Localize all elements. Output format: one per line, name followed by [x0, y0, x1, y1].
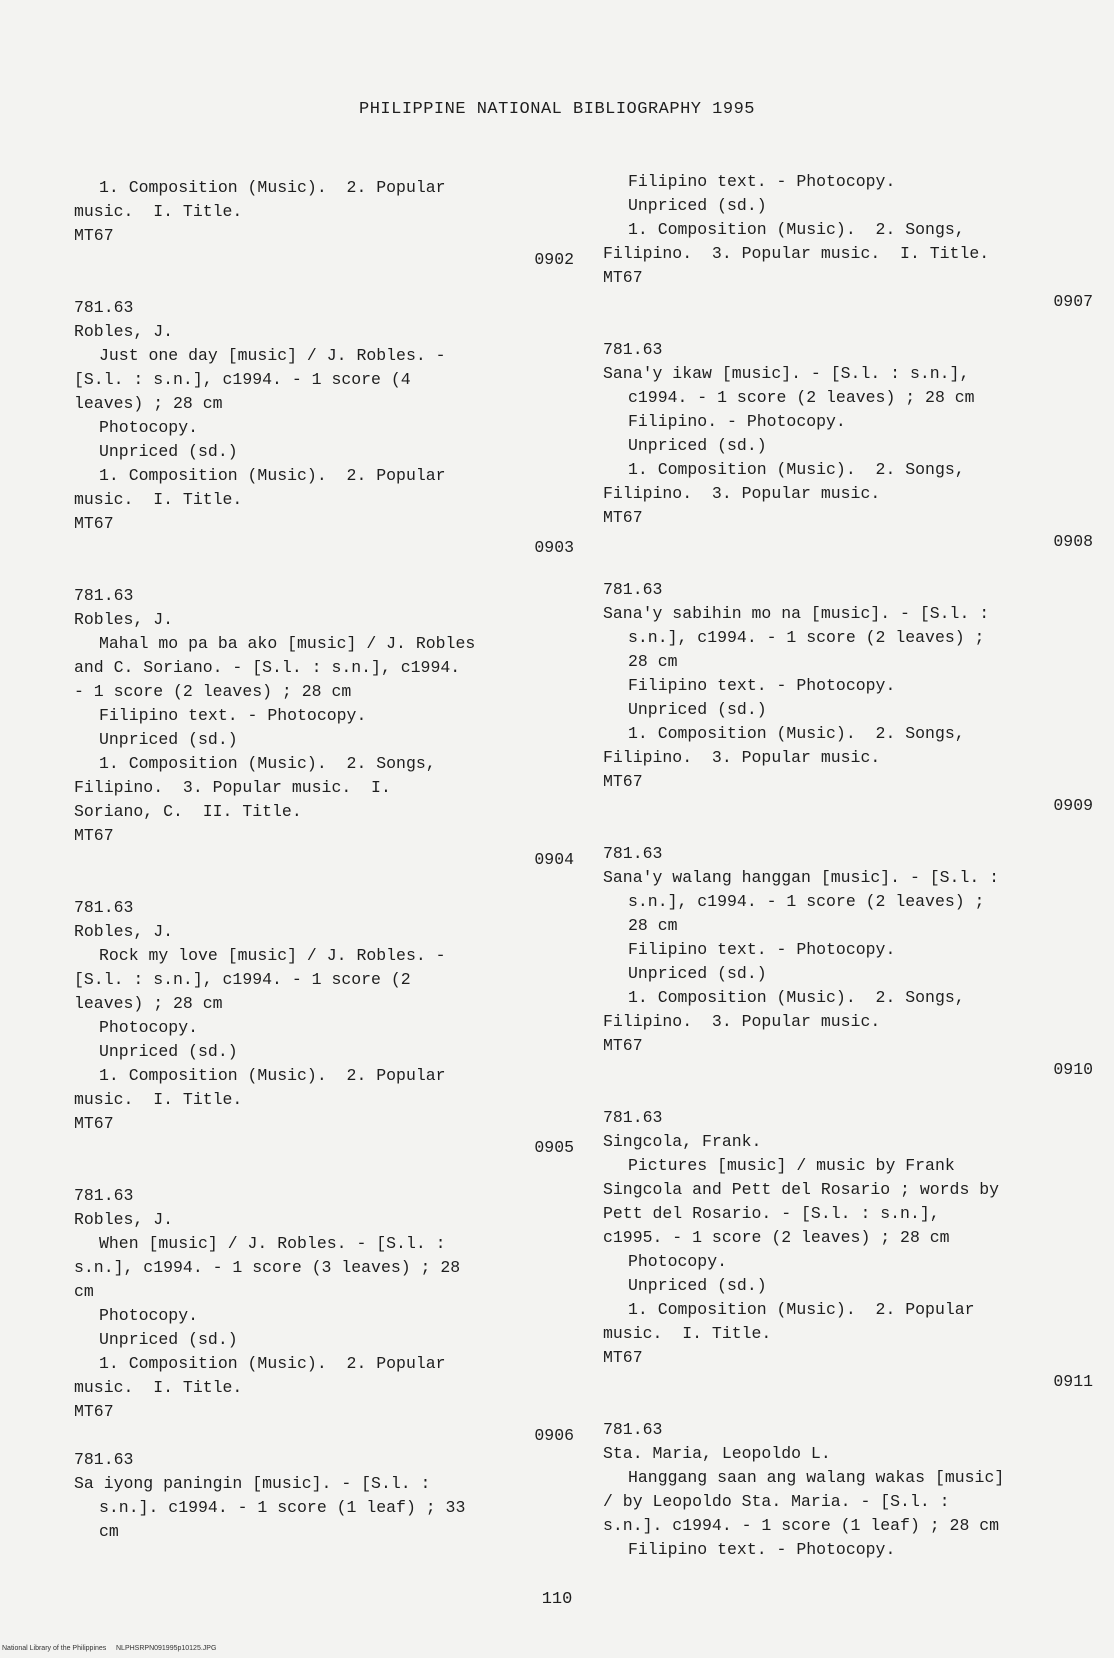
entry-line: Photocopy.: [99, 418, 199, 437]
entry-line: MT67: [603, 1348, 643, 1367]
entry-line: Unpriced (sd.): [628, 1276, 767, 1295]
entry-line: cm: [99, 1522, 119, 1541]
entry-line: Filipino text. - Photocopy.: [628, 940, 896, 959]
entry-line: 1. Composition (Music). 2. Popular: [99, 178, 446, 197]
entry-gap: [603, 1394, 1093, 1418]
entry-line: music. I. Title.: [74, 202, 243, 221]
entry-line: Filipino. 3. Popular music.: [603, 1012, 881, 1031]
entry-line: Sana'y sabihin mo na [music]. - [S.l. :: [603, 604, 990, 623]
entry-line: s.n.]. c1994. - 1 score (1 leaf) ; 33: [99, 1498, 466, 1517]
entry-line: c1995. - 1 score (2 leaves) ; 28 cm: [603, 1228, 950, 1247]
page-header-title: PHILIPPINE NATIONAL BIBLIOGRAPHY 1995: [359, 100, 755, 119]
entry-line: s.n.], c1994. - 1 score (2 leaves) ;: [628, 892, 985, 911]
entry-line: 1. Composition (Music). 2. Songs,: [628, 724, 965, 743]
left-column: [74, 176, 574, 1544]
entry-line: 781.63: [603, 844, 663, 863]
entry-line: When [music] / J. Robles. - [S.l. :: [99, 1234, 446, 1253]
entry-line: Photocopy.: [628, 1252, 728, 1271]
entry-line: and C. Soriano. - [S.l. : s.n.], c1994.: [74, 658, 461, 677]
entry-gap: [74, 560, 574, 584]
entry-line: Unpriced (sd.): [628, 700, 767, 719]
entry-line: Unpriced (sd.): [99, 730, 238, 749]
entry-line: 781.63: [603, 580, 663, 599]
entry-line: 781.63: [603, 1420, 663, 1439]
entry-line: Sana'y walang hanggan [music]. - [S.l. :: [603, 868, 1000, 887]
entry-line: MT67: [74, 1402, 114, 1421]
entry-line: MT67: [603, 268, 643, 287]
entry-gap: [603, 314, 1093, 338]
entry-line: Singcola, Frank.: [603, 1132, 762, 1151]
entry-line: Filipino. - Photocopy.: [628, 412, 846, 431]
entry-line: leaves) ; 28 cm: [74, 394, 223, 413]
entry-line: Photocopy.: [99, 1306, 199, 1325]
entry-line: 28 cm: [628, 916, 678, 935]
entry-number: 0907: [1053, 292, 1093, 311]
entry-line: Robles, J.: [74, 922, 174, 941]
entry-line: Filipino. 3. Popular music.: [603, 748, 881, 767]
entry-line: [S.l. : s.n.], c1994. - 1 score (2: [74, 970, 411, 989]
entry-line: Filipino text. - Photocopy.: [628, 172, 896, 191]
entry-number: 0908: [1053, 532, 1093, 551]
entry-line: 1. Composition (Music). 2. Popular: [99, 466, 446, 485]
entry-line: 1. Composition (Music). 2. Popular: [628, 1300, 975, 1319]
entry-line: music. I. Title.: [74, 1090, 243, 1109]
entry-line: 1. Composition (Music). 2. Popular: [99, 1354, 446, 1373]
page-number: 110: [541, 1590, 573, 1609]
entry-gap: [74, 272, 574, 296]
entry-line: Robles, J.: [74, 610, 174, 629]
entry-line: 1. Composition (Music). 2. Songs,: [628, 988, 965, 1007]
entry-line: 28 cm: [628, 652, 678, 671]
entry-line: 781.63: [74, 1186, 134, 1205]
entry-line: Unpriced (sd.): [628, 964, 767, 983]
entry-line: Soriano, C. II. Title.: [74, 802, 302, 821]
entry-line: Unpriced (sd.): [628, 436, 767, 455]
entry-line: 1. Composition (Music). 2. Popular: [99, 1066, 446, 1085]
entry-gap: [74, 872, 574, 896]
entry-line: - 1 score (2 leaves) ; 28 cm: [74, 682, 352, 701]
entry-line: music. I. Title.: [603, 1324, 772, 1343]
entry-line: Filipino text. - Photocopy.: [628, 1540, 896, 1559]
entry-line: MT67: [603, 1036, 643, 1055]
entry-line: / by Leopoldo Sta. Maria. - [S.l. :: [603, 1492, 950, 1511]
entry-line: Filipino. 3. Popular music.: [603, 484, 881, 503]
entry-gap: [603, 1082, 1093, 1106]
entry-number: 0909: [1053, 796, 1093, 815]
entry-line: s.n.]. c1994. - 1 score (1 leaf) ; 28 cm: [603, 1516, 1000, 1535]
entry-line: 1. Composition (Music). 2. Songs,: [628, 220, 965, 239]
entry-line: Unpriced (sd.): [99, 1330, 238, 1349]
entry-gap: [603, 818, 1093, 842]
entry-gap: [74, 1160, 574, 1184]
entry-line: leaves) ; 28 cm: [74, 994, 223, 1013]
entry-line: 781.63: [603, 340, 663, 359]
entry-line: MT67: [74, 826, 114, 845]
entry-line: Sa iyong paningin [music]. - [S.l. :: [74, 1474, 431, 1493]
entry-line: 781.63: [74, 898, 134, 917]
entry-line: Unpriced (sd.): [628, 196, 767, 215]
entry-line: s.n.], c1994. - 1 score (3 leaves) ; 28: [74, 1258, 461, 1277]
entry-line: 1. Composition (Music). 2. Songs,: [99, 754, 436, 773]
entry-line: 781.63: [74, 1450, 134, 1469]
entry-line: Sana'y ikaw [music]. - [S.l. : s.n.],: [603, 364, 970, 383]
entry-number: 0904: [534, 850, 574, 869]
entry-line: Singcola and Pett del Rosario ; words by: [603, 1180, 1000, 1199]
entry-line: Unpriced (sd.): [99, 1042, 238, 1061]
entry-line: Robles, J.: [74, 322, 174, 341]
entry-line: Filipino text. - Photocopy.: [628, 676, 896, 695]
entry-number: 0910: [1053, 1060, 1093, 1079]
entry-line: 781.63: [74, 298, 134, 317]
entry-line: c1994. - 1 score (2 leaves) ; 28 cm: [628, 388, 975, 407]
right-column: [603, 170, 1093, 1562]
entry-line: 1. Composition (Music). 2. Songs,: [628, 460, 965, 479]
entry-number: 0911: [1053, 1372, 1093, 1391]
entry-line: Filipino. 3. Popular music. I. Title.: [603, 244, 990, 263]
entry-line: Hanggang saan ang walang wakas [music]: [628, 1468, 1005, 1487]
entry-line: Robles, J.: [74, 1210, 174, 1229]
scan-footer: National Library of the Philippines NLPHSRPN091995p10125.JPG: [2, 1645, 217, 1652]
entry-line: MT67: [603, 508, 643, 527]
entry-number: 0903: [534, 538, 574, 557]
entry-line: Mahal mo pa ba ako [music] / J. Robles: [99, 634, 476, 653]
entry-number: 0902: [534, 250, 574, 269]
entry-line: Pictures [music] / music by Frank: [628, 1156, 955, 1175]
entry-gap: [603, 554, 1093, 578]
entry-line: Unpriced (sd.): [99, 442, 238, 461]
entry-line: music. I. Title.: [74, 490, 243, 509]
entry-line: Just one day [music] / J. Robles. -: [99, 346, 446, 365]
entry-line: Rock my love [music] / J. Robles. -: [99, 946, 446, 965]
entry-line: MT67: [74, 1114, 114, 1133]
entry-line: s.n.], c1994. - 1 score (2 leaves) ;: [628, 628, 985, 647]
entry-line: cm: [74, 1282, 94, 1301]
entry-line: [S.l. : s.n.], c1994. - 1 score (4: [74, 370, 411, 389]
entry-line: Photocopy.: [99, 1018, 199, 1037]
entry-number: 0905: [534, 1138, 574, 1157]
entry-line: music. I. Title.: [74, 1378, 243, 1397]
entry-line: MT67: [603, 772, 643, 791]
entry-line: Sta. Maria, Leopoldo L.: [603, 1444, 831, 1463]
entry-line: Filipino text. - Photocopy.: [99, 706, 367, 725]
entry-line: 781.63: [74, 586, 134, 605]
entry-number: 0906: [534, 1426, 574, 1445]
entry-line: Filipino. 3. Popular music. I.: [74, 778, 391, 797]
entry-line: 781.63: [603, 1108, 663, 1127]
entry-line: MT67: [74, 226, 114, 245]
entry-line: Pett del Rosario. - [S.l. : s.n.],: [603, 1204, 940, 1223]
entry-line: MT67: [74, 514, 114, 533]
